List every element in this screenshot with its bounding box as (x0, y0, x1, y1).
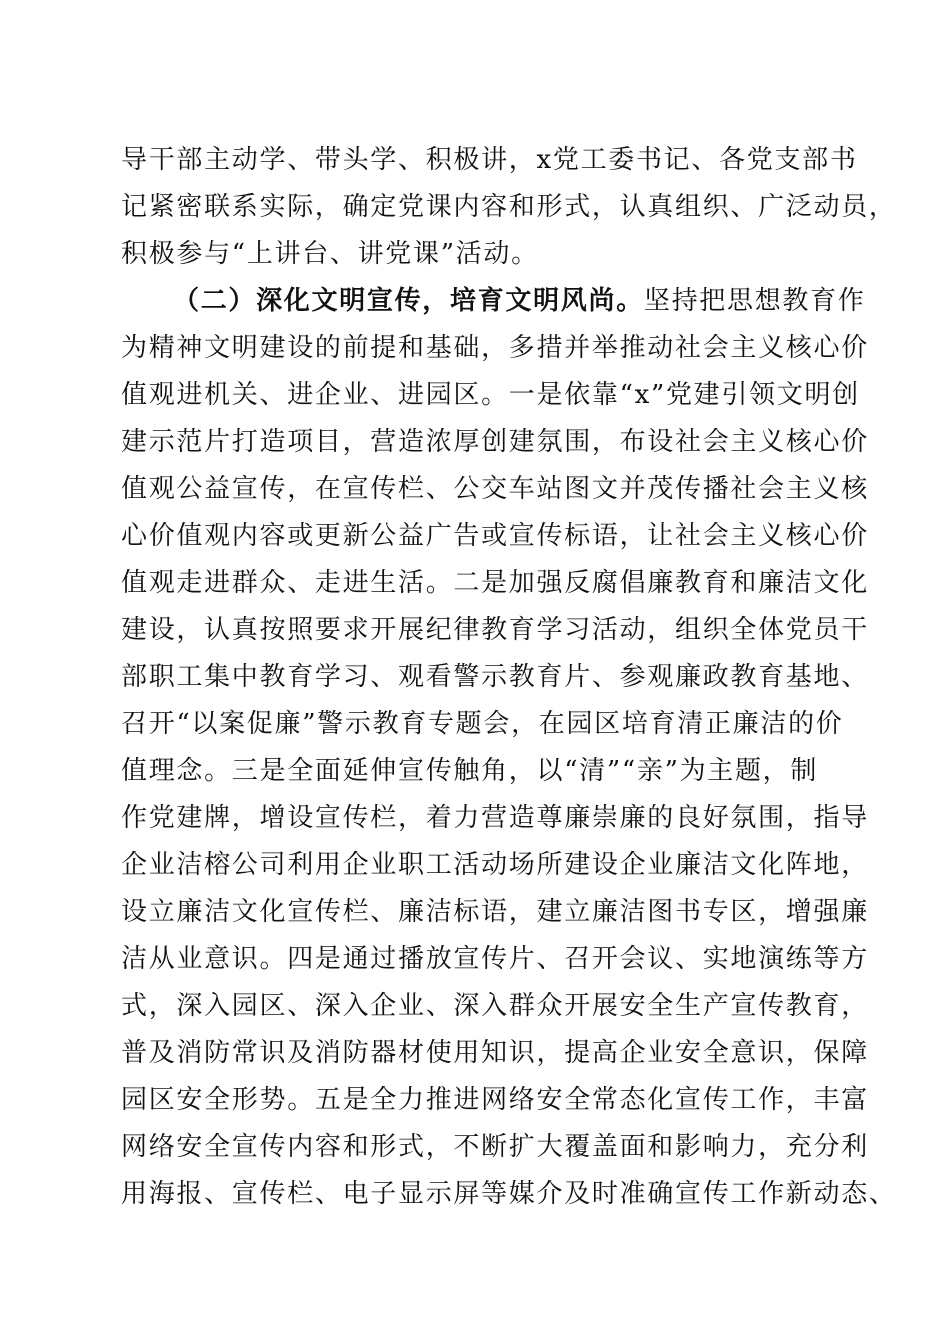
paragraph-line: 导干部主动学、带头学、积极讲，x党工委书记、各党支部书 (121, 145, 858, 175)
paragraph-line: 建设，认真按照要求开展纪律教育学习活动，组织全体党员干 (121, 615, 869, 645)
paragraph-line: 召开“以案促廉”警示教育专题会，在园区培育清正廉洁的价 (121, 709, 844, 739)
paragraph-line: 记紧密联系实际，确定党课内容和形式，认真组织、广泛动员， (121, 192, 897, 222)
paragraph-line: 式，深入园区、深入企业、深入群众开展安全生产宣传教育， (121, 991, 869, 1021)
paragraph-line: 用海报、宣传栏、电子显示屏等媒介及时准确宣传工作新动态、 (121, 1179, 897, 1209)
paragraph-line: 值观进机关、进企业、进园区。一是依靠“x”党建引领文明创 (121, 380, 860, 410)
paragraph-line: 值观走进群众、走进生活。二是加强反腐倡廉教育和廉洁文化 (121, 568, 869, 598)
paragraph-line: 值观公益宣传，在宣传栏、公交车站图文并茂传播社会主义核 (121, 474, 869, 504)
paragraph-line: 设立廉洁文化宣传栏、廉洁标语，建立廉洁图书专区，增强廉 (121, 897, 869, 927)
paragraph-line: 洁从业意识。四是通过播放宣传片、召开会议、实地演练等方 (121, 944, 869, 974)
paragraph-line: 作党建牌，增设宣传栏，着力营造尊廉崇廉的良好氛围，指导 (121, 803, 869, 833)
paragraph-line: 为精神文明建设的前提和基础，多措并举推动社会主义核心价 (121, 333, 869, 363)
section-heading-line (173, 281, 866, 321)
paragraph-line: 部职工集中教育学习、观看警示教育片、参观廉政教育基地、 (121, 662, 869, 692)
paragraph-line: 企业洁榕公司利用企业职工活动场所建设企业廉洁文化阵地， (121, 850, 869, 880)
section-intro-text: 坚持把思想教育作 (643, 286, 866, 316)
paragraph-line: 网络安全宣传内容和形式，不断扩大覆盖面和影响力，充分利 (121, 1132, 869, 1162)
paragraph-line: 普及消防常识及消防器材使用知识，提高企业安全意识，保障 (121, 1038, 869, 1068)
paragraph-line: 建示范片打造项目，营造浓厚创建氛围，布设社会主义核心价 (121, 427, 869, 457)
paragraph-line: 园区安全形势。五是全力推进网络安全常态化宣传工作，丰富 (121, 1085, 869, 1115)
paragraph-line: 值理念。三是全面延伸宣传触角，以“清”“亲”为主题，制 (121, 756, 819, 786)
paragraph-line: 心价值观内容或更新公益广告或宣传标语，让社会主义核心价 (121, 521, 869, 551)
section-heading: （二）深化文明宣传，培育文明风尚。 (173, 286, 644, 316)
paragraph-line: 积极参与“上讲台、讲党课”活动。 (121, 239, 539, 269)
